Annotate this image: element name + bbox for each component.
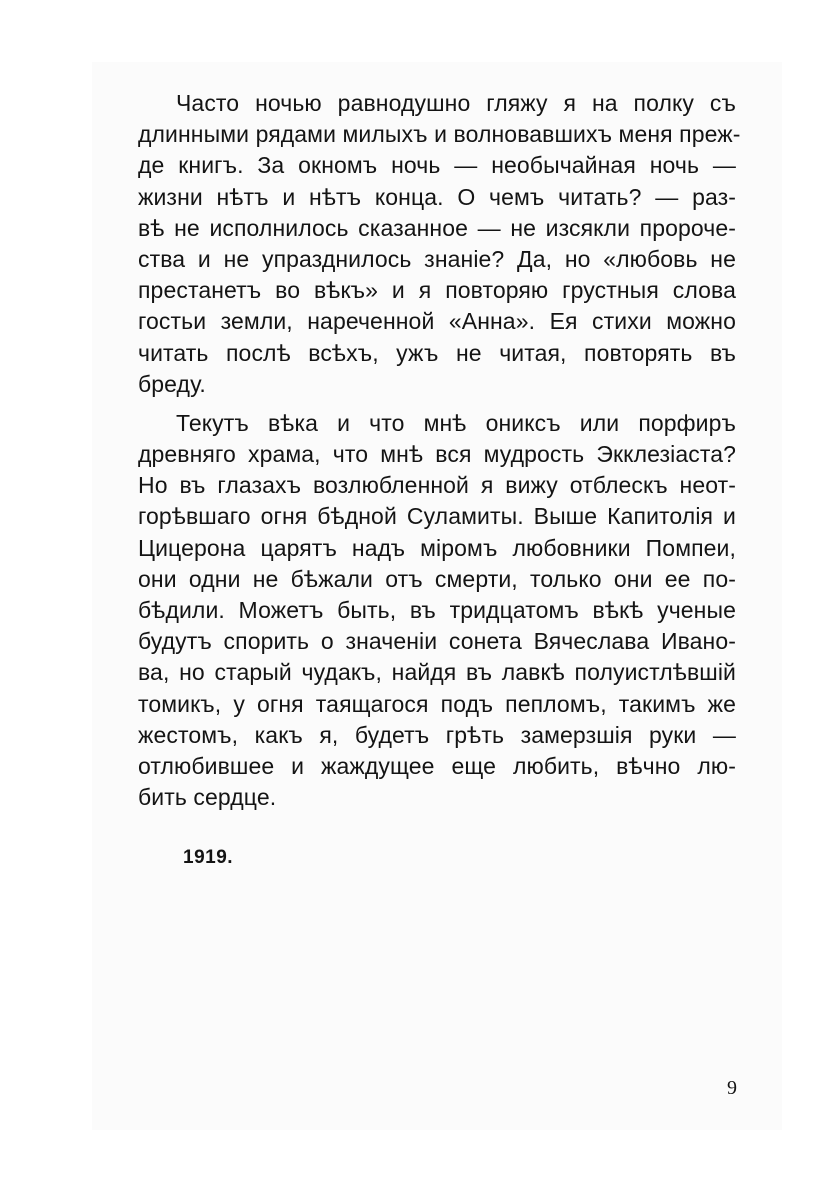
text-line: бреду. (138, 370, 206, 397)
text-line: томикъ, у огня таящагося подъ пепломъ, такимъ же (138, 690, 736, 717)
text-line: Часто ночью равнодушно гляжу я на полку съ (176, 90, 736, 116)
paragraph-gap (138, 400, 736, 408)
paragraph-1 (138, 88, 741, 400)
date-year: 1919. (183, 847, 234, 868)
text-line: горѣвшаго огня бѣдной Суламиты. Выше Капитолiя и (138, 503, 736, 530)
text-line: древняго храма, что мнѣ вся мудрость Экклезiаста? (138, 441, 736, 468)
text-line: жизни нѣтъ и нѣтъ конца. О чемъ читать? — раз- (138, 183, 736, 210)
text-line: престанетъ во вѣкъ» и я повторяю грустныя слова (138, 277, 736, 304)
text-line: ва, но старый чудакъ, найдя въ лавкѣ полуистлѣвшiй (138, 659, 736, 686)
text-line: Цицерона царятъ надъ мiромъ любовники Помпеи, (138, 534, 736, 561)
text-line: ства и не упразднилось знанiе? Да, но «любовь не (138, 245, 736, 272)
text-line: жестомъ, какъ я, будетъ грѣть замерзшiя руки — (138, 721, 736, 748)
text-line: они одни не бѣжали отъ смерти, только они ее по- (138, 565, 736, 592)
text-line: отлюбившее и жаждущее еще любить, вѣчно лю- (138, 752, 736, 779)
text-line: бѣдили. Можетъ быть, въ тридцатомъ вѣкѣ ученые (138, 597, 736, 623)
text-line: вѣ не исполнилось сказанное — не изсякли пророче- (138, 214, 736, 241)
text-line: Но въ глазахъ возлюбленной я вижу отблескъ неот- (138, 472, 736, 499)
text-line: бить сердце. (138, 784, 277, 811)
body-text (138, 88, 741, 813)
text-line: де книгъ. За окномъ ночь — необычайная ночь — (138, 152, 736, 179)
text-line: длинными рядами милыхъ и волновавшихъ меня преж- (138, 121, 741, 148)
page-number: 9 (727, 1077, 737, 1099)
paragraph-2 (138, 408, 736, 813)
text-line: читать послѣ всѣхъ, ужъ не читая, повторять въ (138, 339, 736, 366)
text-line: гостьи земли, нареченной «Анна». Ея стихи можно (138, 308, 736, 335)
text-line: будутъ спорить о значенiи сонета Вячеслава Ивано- (138, 628, 736, 655)
text-line: Текутъ вѣка и что мнѣ ониксъ или порфиръ (176, 409, 736, 436)
